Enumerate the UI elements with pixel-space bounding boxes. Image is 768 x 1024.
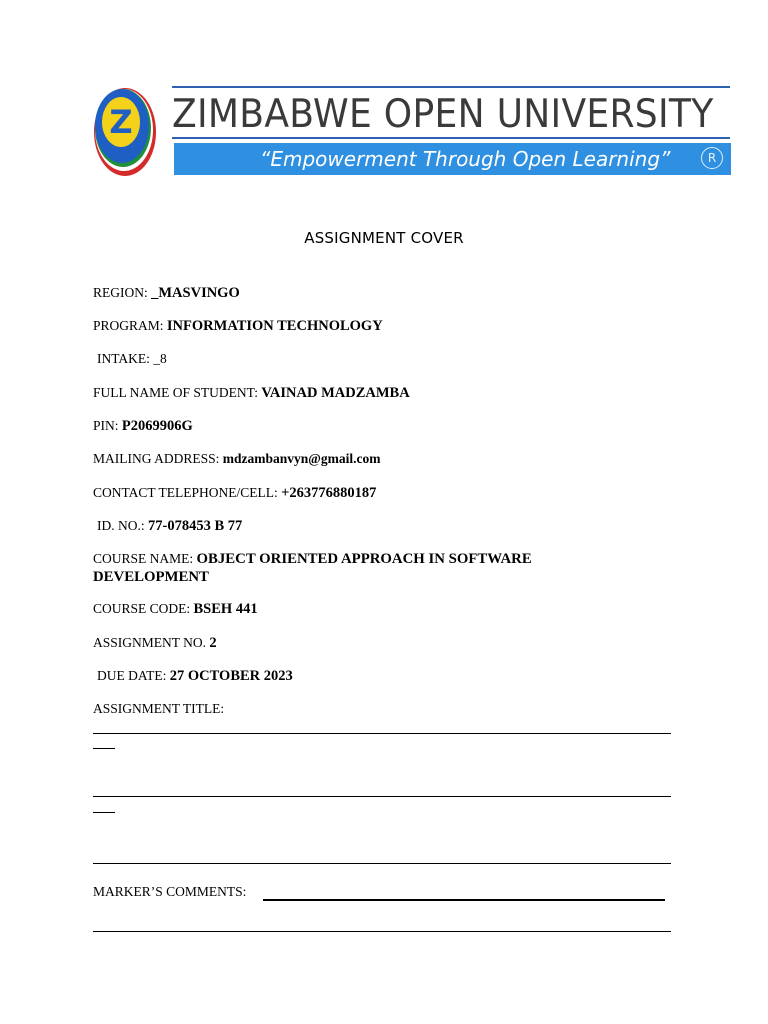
field-contact — [93, 484, 376, 502]
blank-line — [93, 748, 115, 749]
field-pin — [93, 417, 193, 435]
blank-line — [93, 796, 671, 797]
field-assignment-title — [93, 700, 224, 718]
header-rule-mid — [172, 137, 730, 139]
field-label: ASSIGNMENT NO. — [93, 635, 210, 650]
field-markers-comments — [93, 883, 246, 901]
field-label: ID. NO.: — [97, 518, 148, 533]
field-region — [93, 284, 240, 302]
registered-mark-icon: R — [701, 147, 723, 169]
field-due-date — [97, 667, 293, 685]
field-label: CONTACT TELEPHONE/CELL: — [93, 485, 282, 500]
field-label: REGION: — [93, 285, 152, 300]
field-full-name — [93, 384, 410, 402]
field-value: BSEH 441 — [193, 601, 258, 617]
field-value: INFORMATION TECHNOLOGY — [166, 318, 383, 334]
motto-text: “Empowerment Through Open Learning” — [260, 147, 671, 171]
field-label: ASSIGNMENT TITLE: — [93, 701, 225, 716]
field-label: MAILING ADDRESS: — [93, 451, 223, 466]
field-value: OBJECT ORIENTED APPROACH IN SOFTWARE DEVELOPMENT — [93, 551, 532, 585]
blank-line — [93, 733, 671, 734]
field-value: VAINAD MADZAMBA — [261, 385, 410, 401]
blank-line — [93, 863, 671, 864]
field-mailing-address — [93, 450, 380, 468]
field-course-name — [93, 550, 613, 586]
blank-line — [93, 931, 671, 932]
field-id-no — [97, 517, 242, 535]
field-intake — [97, 350, 167, 368]
header-rule-top — [172, 86, 730, 88]
field-label: PIN: — [93, 418, 122, 433]
field-label: DUE DATE: — [97, 668, 170, 683]
field-value: P2069906G — [121, 418, 193, 434]
field-value: 2 — [209, 635, 217, 651]
field-value: 77-078453 B 77 — [148, 518, 243, 534]
field-label: PROGRAM: — [93, 318, 167, 333]
field-label: FULL NAME OF STUDENT: — [93, 385, 262, 400]
field-value: +263776880187 — [281, 485, 377, 501]
logo-letter: Z — [109, 103, 133, 141]
field-value: _MASVINGO — [151, 285, 240, 301]
motto-band — [174, 143, 731, 175]
blank-line — [93, 812, 115, 813]
document-title: ASSIGNMENT COVER — [304, 229, 464, 247]
field-label: MARKER’S COMMENTS: — [93, 884, 247, 899]
field-label: COURSE CODE: — [93, 601, 194, 616]
field-label: COURSE NAME: — [93, 551, 197, 566]
field-label: INTAKE: _8 — [97, 351, 167, 366]
field-assignment-no — [93, 634, 217, 652]
field-value: mdzambanvyn@gmail.com — [222, 451, 381, 466]
field-value: 27 OCTOBER 2023 — [169, 668, 293, 684]
field-program — [93, 317, 383, 335]
field-course-code — [93, 600, 258, 618]
university-name: ZIMBABWE OPEN UNIVERSITY — [172, 92, 714, 137]
zou-logo — [92, 86, 158, 178]
markers-comments-line — [263, 899, 665, 901]
